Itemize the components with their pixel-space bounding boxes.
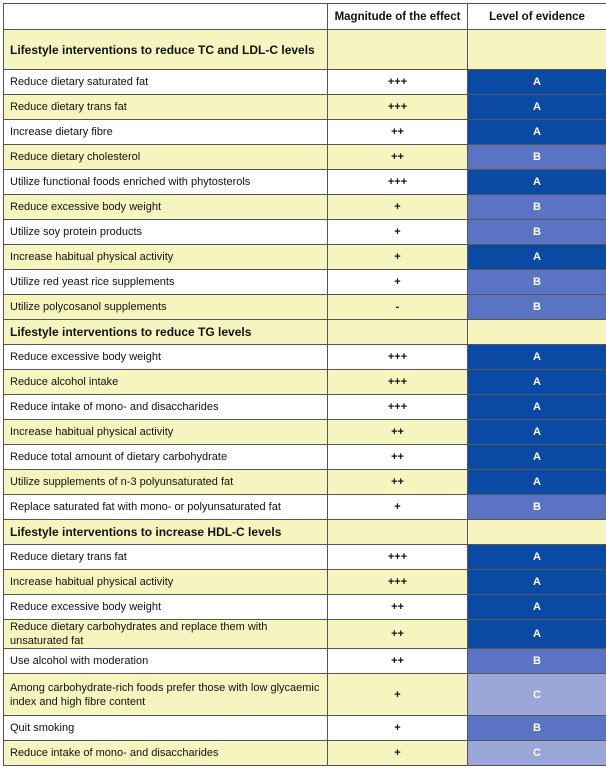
intervention-label: Reduce intake of mono- and disaccharides bbox=[4, 395, 328, 420]
table-body bbox=[4, 30, 606, 766]
magnitude-value: +++ bbox=[328, 95, 468, 120]
intervention-label: Reduce alcohol intake bbox=[4, 370, 328, 395]
table-row bbox=[4, 495, 606, 520]
table-row bbox=[4, 120, 606, 145]
evidence-level-badge: A bbox=[468, 545, 606, 570]
table-row bbox=[4, 570, 606, 595]
intervention-label: Reduce intake of mono- and disaccharides bbox=[4, 741, 328, 766]
header-magnitude: Magnitude of the effect bbox=[328, 4, 468, 30]
table-row bbox=[4, 620, 606, 649]
table-row bbox=[4, 220, 606, 245]
evidence-level-badge: A bbox=[468, 120, 606, 145]
table-row bbox=[4, 345, 606, 370]
magnitude-value: - bbox=[328, 295, 468, 320]
magnitude-value: + bbox=[328, 716, 468, 741]
intervention-label: Utilize polycosanol supplements bbox=[4, 295, 328, 320]
section-empty-cell bbox=[328, 520, 468, 545]
evidence-level-badge: A bbox=[468, 395, 606, 420]
intervention-label: Reduce dietary carbohydrates and replace them with unsaturated fat bbox=[4, 620, 328, 649]
evidence-level-badge: B bbox=[468, 716, 606, 741]
evidence-level-badge: B bbox=[468, 145, 606, 170]
magnitude-value: +++ bbox=[328, 545, 468, 570]
table-row bbox=[4, 370, 606, 395]
table-row bbox=[4, 649, 606, 674]
magnitude-value: +++ bbox=[328, 370, 468, 395]
intervention-label: Reduce excessive body weight bbox=[4, 195, 328, 220]
intervention-label: Reduce excessive body weight bbox=[4, 595, 328, 620]
table-row bbox=[4, 420, 606, 445]
evidence-level-badge: A bbox=[468, 420, 606, 445]
header-intervention bbox=[4, 4, 328, 30]
magnitude-value: ++ bbox=[328, 470, 468, 495]
table-row bbox=[4, 741, 606, 766]
table-row bbox=[4, 70, 606, 95]
magnitude-value: +++ bbox=[328, 70, 468, 95]
magnitude-value: ++ bbox=[328, 445, 468, 470]
intervention-label: Reduce total amount of dietary carbohydrate bbox=[4, 445, 328, 470]
table-row bbox=[4, 195, 606, 220]
table-row bbox=[4, 245, 606, 270]
intervention-label: Reduce excessive body weight bbox=[4, 345, 328, 370]
magnitude-value: +++ bbox=[328, 170, 468, 195]
intervention-label: Increase habitual physical activity bbox=[4, 245, 328, 270]
section-empty-cell bbox=[468, 320, 606, 345]
magnitude-value: ++ bbox=[328, 620, 468, 649]
section-empty-cell bbox=[468, 30, 606, 70]
evidence-level-badge: A bbox=[468, 95, 606, 120]
intervention-label: Increase habitual physical activity bbox=[4, 420, 328, 445]
magnitude-value: + bbox=[328, 741, 468, 766]
section-empty-cell bbox=[468, 520, 606, 545]
section-title: Lifestyle interventions to reduce TC and LDL-C levels bbox=[4, 30, 328, 70]
table-row bbox=[4, 95, 606, 120]
evidence-level-badge: A bbox=[468, 595, 606, 620]
magnitude-value: + bbox=[328, 270, 468, 295]
intervention-label: Use alcohol with moderation bbox=[4, 649, 328, 674]
intervention-label: Reduce dietary saturated fat bbox=[4, 70, 328, 95]
magnitude-value: + bbox=[328, 674, 468, 716]
evidence-level-badge: A bbox=[468, 170, 606, 195]
intervention-label: Increase habitual physical activity bbox=[4, 570, 328, 595]
evidence-level-badge: A bbox=[468, 445, 606, 470]
section-header-row bbox=[4, 520, 606, 545]
evidence-level-badge: A bbox=[468, 620, 606, 649]
table-row bbox=[4, 716, 606, 741]
evidence-level-badge: B bbox=[468, 295, 606, 320]
table-row bbox=[4, 545, 606, 570]
magnitude-value: +++ bbox=[328, 345, 468, 370]
magnitude-value: + bbox=[328, 245, 468, 270]
section-empty-cell bbox=[328, 320, 468, 345]
table-row bbox=[4, 470, 606, 495]
evidence-level-badge: A bbox=[468, 570, 606, 595]
header-evidence: Level of evidence bbox=[468, 4, 606, 30]
table-row bbox=[4, 170, 606, 195]
magnitude-value: + bbox=[328, 195, 468, 220]
intervention-label: Utilize red yeast rice supplements bbox=[4, 270, 328, 295]
magnitude-value: ++ bbox=[328, 120, 468, 145]
intervention-label: Replace saturated fat with mono- or polyunsaturated fat bbox=[4, 495, 328, 520]
intervention-label: Quit smoking bbox=[4, 716, 328, 741]
evidence-level-badge: A bbox=[468, 345, 606, 370]
section-empty-cell bbox=[328, 30, 468, 70]
table-row bbox=[4, 445, 606, 470]
evidence-level-badge: A bbox=[468, 70, 606, 95]
table-row bbox=[4, 295, 606, 320]
evidence-level-badge: A bbox=[468, 245, 606, 270]
magnitude-value: + bbox=[328, 495, 468, 520]
intervention-label: Utilize soy protein products bbox=[4, 220, 328, 245]
evidence-level-badge: A bbox=[468, 370, 606, 395]
intervention-label: Reduce dietary trans fat bbox=[4, 95, 328, 120]
intervention-label: Utilize supplements of n-3 polyunsaturated fat bbox=[4, 470, 328, 495]
section-header-row bbox=[4, 320, 606, 345]
evidence-level-badge: C bbox=[468, 741, 606, 766]
magnitude-value: ++ bbox=[328, 145, 468, 170]
table-row bbox=[4, 395, 606, 420]
magnitude-value: +++ bbox=[328, 570, 468, 595]
intervention-label: Increase dietary fibre bbox=[4, 120, 328, 145]
header-row bbox=[4, 4, 606, 30]
magnitude-value: ++ bbox=[328, 595, 468, 620]
magnitude-value: +++ bbox=[328, 395, 468, 420]
magnitude-value: ++ bbox=[328, 420, 468, 445]
table-row bbox=[4, 674, 606, 716]
section-title: Lifestyle interventions to reduce TG levels bbox=[4, 320, 328, 345]
magnitude-value: ++ bbox=[328, 649, 468, 674]
lifestyle-interventions-table bbox=[3, 3, 606, 766]
magnitude-value: + bbox=[328, 220, 468, 245]
section-title: Lifestyle interventions to increase HDL-C levels bbox=[4, 520, 328, 545]
table-row bbox=[4, 145, 606, 170]
intervention-label: Reduce dietary trans fat bbox=[4, 545, 328, 570]
evidence-level-badge: B bbox=[468, 220, 606, 245]
evidence-level-badge: C bbox=[468, 674, 606, 716]
table-row bbox=[4, 270, 606, 295]
evidence-level-badge: A bbox=[468, 470, 606, 495]
table-row bbox=[4, 595, 606, 620]
evidence-level-badge: B bbox=[468, 195, 606, 220]
section-header-row bbox=[4, 30, 606, 70]
intervention-label: Reduce dietary cholesterol bbox=[4, 145, 328, 170]
intervention-label: Among carbohydrate-rich foods prefer those with low glycaemic index and high fibre content bbox=[4, 674, 328, 716]
evidence-level-badge: B bbox=[468, 649, 606, 674]
intervention-label: Utilize functional foods enriched with phytosterols bbox=[4, 170, 328, 195]
evidence-level-badge: B bbox=[468, 270, 606, 295]
evidence-level-badge: B bbox=[468, 495, 606, 520]
